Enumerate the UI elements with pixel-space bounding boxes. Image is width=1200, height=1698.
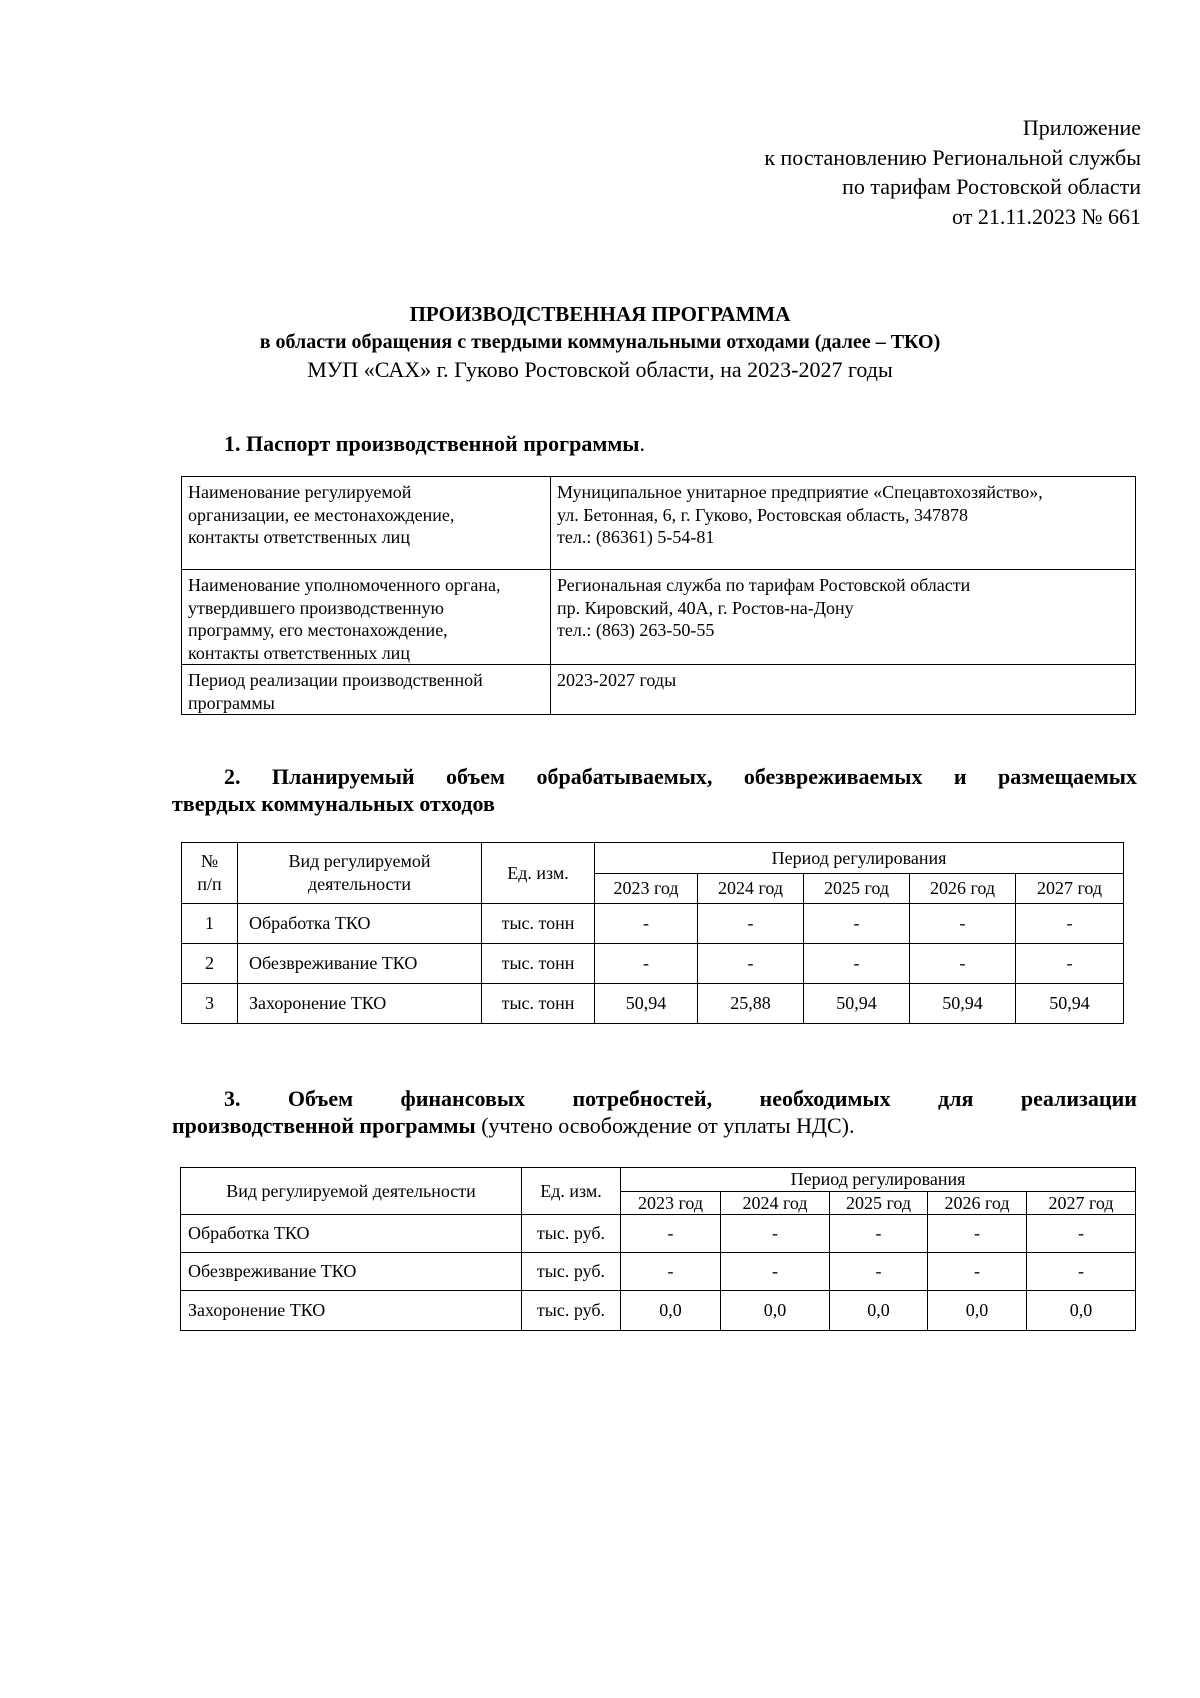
section2-heading-line2: твердых коммунальных отходов: [172, 791, 495, 816]
cell-value: -: [595, 904, 698, 944]
header-year: 2027 год: [1027, 1192, 1136, 1215]
cell-activity: Обработка ТКО: [238, 904, 482, 944]
text-line: Наименование уполномоченного органа,: [188, 575, 501, 595]
text-line: программу, его местонахождение,: [188, 620, 448, 640]
text-line: тел.: (86361) 5-54-81: [557, 527, 715, 547]
cell-unit: тыс. тонн: [482, 944, 595, 984]
volume-table: [181, 842, 1124, 1024]
text-line: тел.: (863) 263-50-55: [557, 620, 715, 640]
text-line: контакты ответственных лиц: [188, 527, 410, 547]
text-line: программы: [188, 692, 275, 713]
heading-normal-part: (учтено освобождение от уплаты НДС).: [475, 1113, 855, 1138]
text-line: деятельности: [307, 874, 412, 894]
cell-value: -: [928, 1253, 1027, 1291]
finance-table: [180, 1167, 1136, 1331]
section3-heading: [172, 1085, 1137, 1139]
cell-value: -: [1027, 1253, 1136, 1291]
appendix-header: [764, 113, 1141, 231]
passport-label: [182, 570, 551, 665]
text-line: утвердившего производственную: [188, 597, 444, 618]
table-header-row: [181, 1168, 1136, 1192]
cell-num: 3: [182, 984, 238, 1024]
heading-word: 3.: [224, 1086, 241, 1111]
appendix-line: Приложение: [1022, 115, 1141, 140]
cell-value: -: [830, 1215, 928, 1253]
section3-heading-line2: [172, 1112, 1137, 1139]
heading-word: Объем: [287, 1086, 354, 1111]
title-sub: в области обращения с твердыми коммунальными отходами (далее – ТКО): [259, 331, 941, 353]
passport-row: [182, 570, 1136, 665]
text-line: пр. Кировский, 40А, г. Ростов-на-Дону: [557, 597, 854, 618]
heading-word: финансовых: [400, 1086, 526, 1111]
cell-unit: тыс. руб.: [522, 1215, 621, 1253]
table-header-row: [182, 843, 1124, 874]
table-row: [181, 1215, 1136, 1253]
text-line: организации, ее местонахождение,: [188, 504, 455, 525]
passport-value: [551, 665, 1136, 715]
table-row: [182, 904, 1124, 944]
section3-heading-line1: [172, 1085, 1137, 1112]
passport-table: [181, 476, 1136, 715]
cell-value: 0,0: [928, 1291, 1027, 1331]
cell-value: 0,0: [1027, 1291, 1136, 1331]
text-line: Наименование регулируемой: [188, 482, 412, 502]
table-row: [182, 984, 1124, 1024]
cell-unit: тыс. руб.: [522, 1253, 621, 1291]
cell-unit: тыс. тонн: [482, 984, 595, 1024]
cell-value: -: [595, 944, 698, 984]
passport-row: [182, 665, 1136, 715]
cell-value: 50,94: [804, 984, 910, 1024]
text-line: №: [200, 851, 219, 871]
header-year: 2027 год: [1016, 874, 1124, 904]
section1-heading-tail: .: [639, 431, 645, 456]
table-row: [181, 1291, 1136, 1331]
passport-value: [551, 570, 1136, 665]
header-activity: [238, 843, 482, 904]
cell-unit: тыс. руб.: [522, 1291, 621, 1331]
text-line: п/п: [197, 874, 222, 894]
header-year: 2026 год: [910, 874, 1016, 904]
cell-value: 0,0: [830, 1291, 928, 1331]
header-year: 2023 год: [595, 874, 698, 904]
cell-activity: Захоронение ТКО: [238, 984, 482, 1024]
text-line: Муниципальное унитарное предприятие «Спецавтохозяйство»,: [557, 482, 1043, 502]
cell-num: 1: [182, 904, 238, 944]
heading-word: необходимых: [759, 1086, 891, 1111]
cell-value: 50,94: [910, 984, 1016, 1024]
cell-value: -: [804, 944, 910, 984]
cell-value: 0,0: [721, 1291, 830, 1331]
cell-value: -: [1016, 904, 1124, 944]
cell-value: -: [804, 904, 910, 944]
cell-value: -: [910, 944, 1016, 984]
cell-value: -: [698, 904, 804, 944]
header-year: 2024 год: [721, 1192, 830, 1215]
header-period: Период регулирования: [595, 843, 1124, 874]
section1-heading: [224, 430, 645, 457]
header-year: 2025 год: [804, 874, 910, 904]
header-activity: Вид регулируемой деятельности: [181, 1168, 522, 1215]
cell-value: 25,88: [698, 984, 804, 1024]
heading-word: реализации: [1020, 1086, 1137, 1111]
cell-unit: тыс. тонн: [482, 904, 595, 944]
appendix-line: к постановлению Региональной службы: [764, 144, 1141, 170]
heading-bold-part: производственной программы: [172, 1113, 476, 1138]
header-year: 2023 год: [621, 1192, 721, 1215]
cell-activity: Обезвреживание ТКО: [181, 1253, 522, 1291]
cell-value: -: [621, 1215, 721, 1253]
text-line: Вид регулируемой: [288, 851, 431, 871]
text-line: ул. Бетонная, 6, г. Гуково, Ростовская область, 347878: [557, 504, 968, 525]
cell-value: -: [910, 904, 1016, 944]
heading-word: для: [938, 1086, 974, 1111]
cell-num: 2: [182, 944, 238, 984]
title-main: ПРОИЗВОДСТВЕННАЯ ПРОГРАММА: [409, 302, 791, 326]
cell-activity: Обезвреживание ТКО: [238, 944, 482, 984]
appendix-line: по тарифам Ростовской области: [842, 174, 1141, 199]
passport-value: [551, 477, 1136, 570]
cell-activity: Захоронение ТКО: [181, 1291, 522, 1331]
header-year: 2025 год: [830, 1192, 928, 1215]
header-period: Период регулирования: [621, 1168, 1136, 1192]
cell-value: -: [721, 1215, 830, 1253]
text-line: Период реализации производственной: [188, 670, 483, 690]
cell-value: -: [621, 1253, 721, 1291]
header-unit: Ед. изм.: [522, 1168, 621, 1215]
cell-value: 50,94: [1016, 984, 1124, 1024]
heading-word: потребностей,: [572, 1086, 713, 1111]
header-year: 2026 год: [928, 1192, 1027, 1215]
passport-label: [182, 665, 551, 715]
document-title: [60, 300, 1140, 384]
cell-value: 50,94: [595, 984, 698, 1024]
cell-value: -: [830, 1253, 928, 1291]
section2-heading-line1: 2. Планируемый объем обрабатываемых, обезвреживаемых и размещаемых: [224, 764, 1137, 789]
header-num: [182, 843, 238, 904]
cell-value: -: [1027, 1215, 1136, 1253]
text-line: 2023-2027 годы: [557, 670, 677, 690]
cell-value: -: [721, 1253, 830, 1291]
cell-value: -: [1016, 944, 1124, 984]
text-line: Региональная служба по тарифам Ростовской области: [557, 575, 971, 595]
section1-heading-text: 1. Паспорт производственной программы: [224, 431, 640, 456]
cell-activity: Обработка ТКО: [181, 1215, 522, 1253]
header-year: 2024 год: [698, 874, 804, 904]
passport-label: [182, 477, 551, 570]
table-row: [182, 944, 1124, 984]
section2-heading: [172, 763, 1137, 817]
text-line: контакты ответственных лиц: [188, 642, 410, 663]
cell-value: -: [928, 1215, 1027, 1253]
header-unit: Ед. изм.: [482, 843, 595, 904]
appendix-line: от 21.11.2023 № 661: [952, 203, 1141, 229]
passport-row: [182, 477, 1136, 570]
table-row: [181, 1253, 1136, 1291]
title-org: МУП «САХ» г. Гуково Ростовской области, на 2023-2027 годы: [307, 357, 893, 382]
cell-value: -: [698, 944, 804, 984]
cell-value: 0,0: [621, 1291, 721, 1331]
